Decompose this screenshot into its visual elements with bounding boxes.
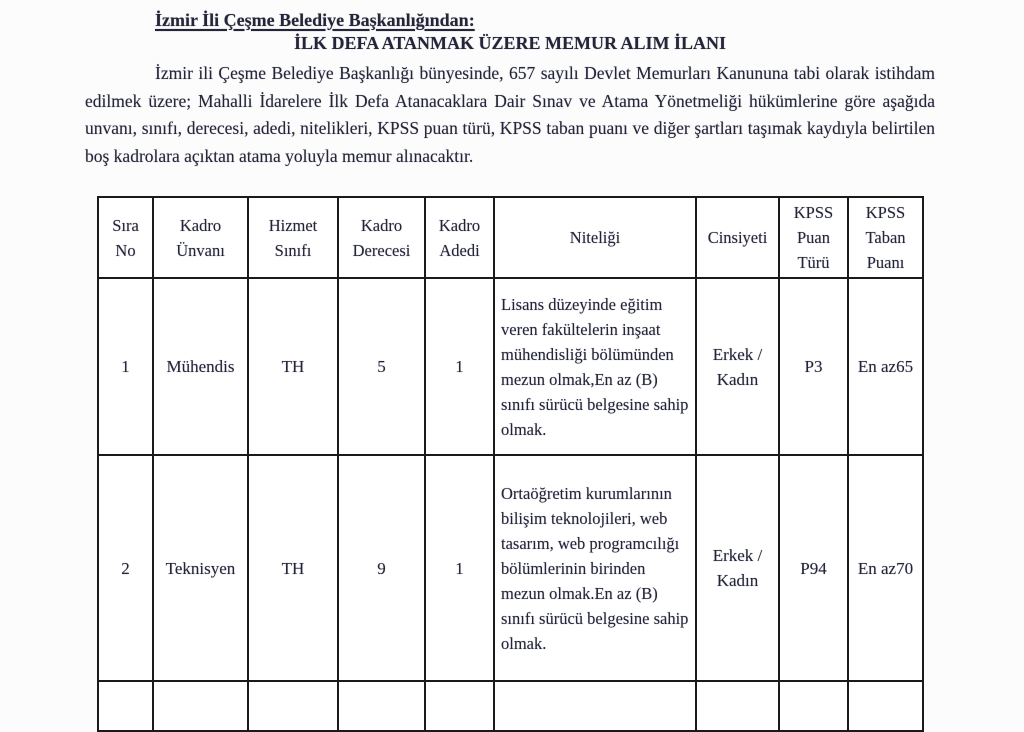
cell-hizmet-sinifi: TH	[248, 278, 338, 455]
cell-sira-no: 2	[98, 455, 153, 681]
header-cell-kadro-unvani: Kadro Ünvanı	[153, 197, 248, 278]
table-row	[98, 278, 923, 455]
cell-kadro-adedi: 1	[425, 455, 494, 681]
cell-cinsiyeti: Erkek / Kadın	[696, 278, 779, 455]
header-cell-kadro-derecesi: Kadro Derecesi	[338, 197, 425, 278]
announcement-title: İLK DEFA ATANMAK ÜZERE MEMUR ALIM İLANI	[293, 33, 727, 53]
cell-kpss-puan-turu: P94	[779, 455, 848, 681]
cell-kadro-derecesi: 5	[338, 278, 425, 455]
document-heading: İzmir İli Çeşme Belediye Başkanlığından:	[155, 10, 475, 30]
header-cell-kpss-puan-turu: KPSS Puan Türü	[779, 197, 848, 278]
cell-kpss-taban-puani: En az70	[848, 455, 923, 681]
document-content	[85, 10, 935, 170]
cell-kpss-puan-turu: P3	[779, 278, 848, 455]
table-header-row	[98, 197, 923, 278]
header-cell-kpss-taban-puani: KPSS Taban Puanı	[848, 197, 923, 278]
cell-niteligi: Ortaöğretim kurumlarının bilişim teknolojileri, web tasarım, web programcılığı bölümlerinin birinden mezun olmak.En az (B) sınıfı sürücü belgesine sahip olmak.	[494, 455, 696, 681]
cell-kadro-derecesi: 9	[338, 455, 425, 681]
cell-cinsiyeti: Erkek / Kadın	[696, 455, 779, 681]
cell-kpss-taban-puani: En az65	[848, 278, 923, 455]
header-cell-cinsiyeti: Cinsiyeti	[696, 197, 779, 278]
cell-kadro-unvani: Teknisyen	[153, 455, 248, 681]
header-cell-niteligi: Niteliği	[494, 197, 696, 278]
table-row-partial	[98, 681, 923, 731]
header-cell-hizmet-sinifi: Hizmet Sınıfı	[248, 197, 338, 278]
cell-kadro-adedi: 1	[425, 278, 494, 455]
table-row	[98, 455, 923, 681]
cell-kadro-unvani: Mühendis	[153, 278, 248, 455]
cell-hizmet-sinifi: TH	[248, 455, 338, 681]
cell-sira-no: 1	[98, 278, 153, 455]
body-paragraph: İzmir ili Çeşme Belediye Başkanlığı bünyesinde, 657 sayılı Devlet Memurları Kanununa tabi olarak istihdam edilmek üzere; Mahalli İdarelere İlk Defa Atanacaklara Dair Sınav ve Atama Yönetmeliği hükümlerine göre aşağıda unvanı, sınıfı, derecesi, adedi, nitelikleri, KPSS puan türü, KPSS taban puanı ve diğer şartları taşımak kaydıyla belirtilen boş kadrolara açıktan atama yoluyla memur alınacaktır.	[85, 63, 935, 166]
cell-niteligi: Lisans düzeyinde eğitim veren fakültelerin inşaat mühendisliği bölümünden mezun olmak,En az (B) sınıfı sürücü belgesine sahip olmak.	[494, 278, 696, 455]
positions-table	[97, 196, 924, 732]
header-cell-kadro-adedi: Kadro Adedi	[425, 197, 494, 278]
header-cell-sira-no: Sıra No	[98, 197, 153, 278]
